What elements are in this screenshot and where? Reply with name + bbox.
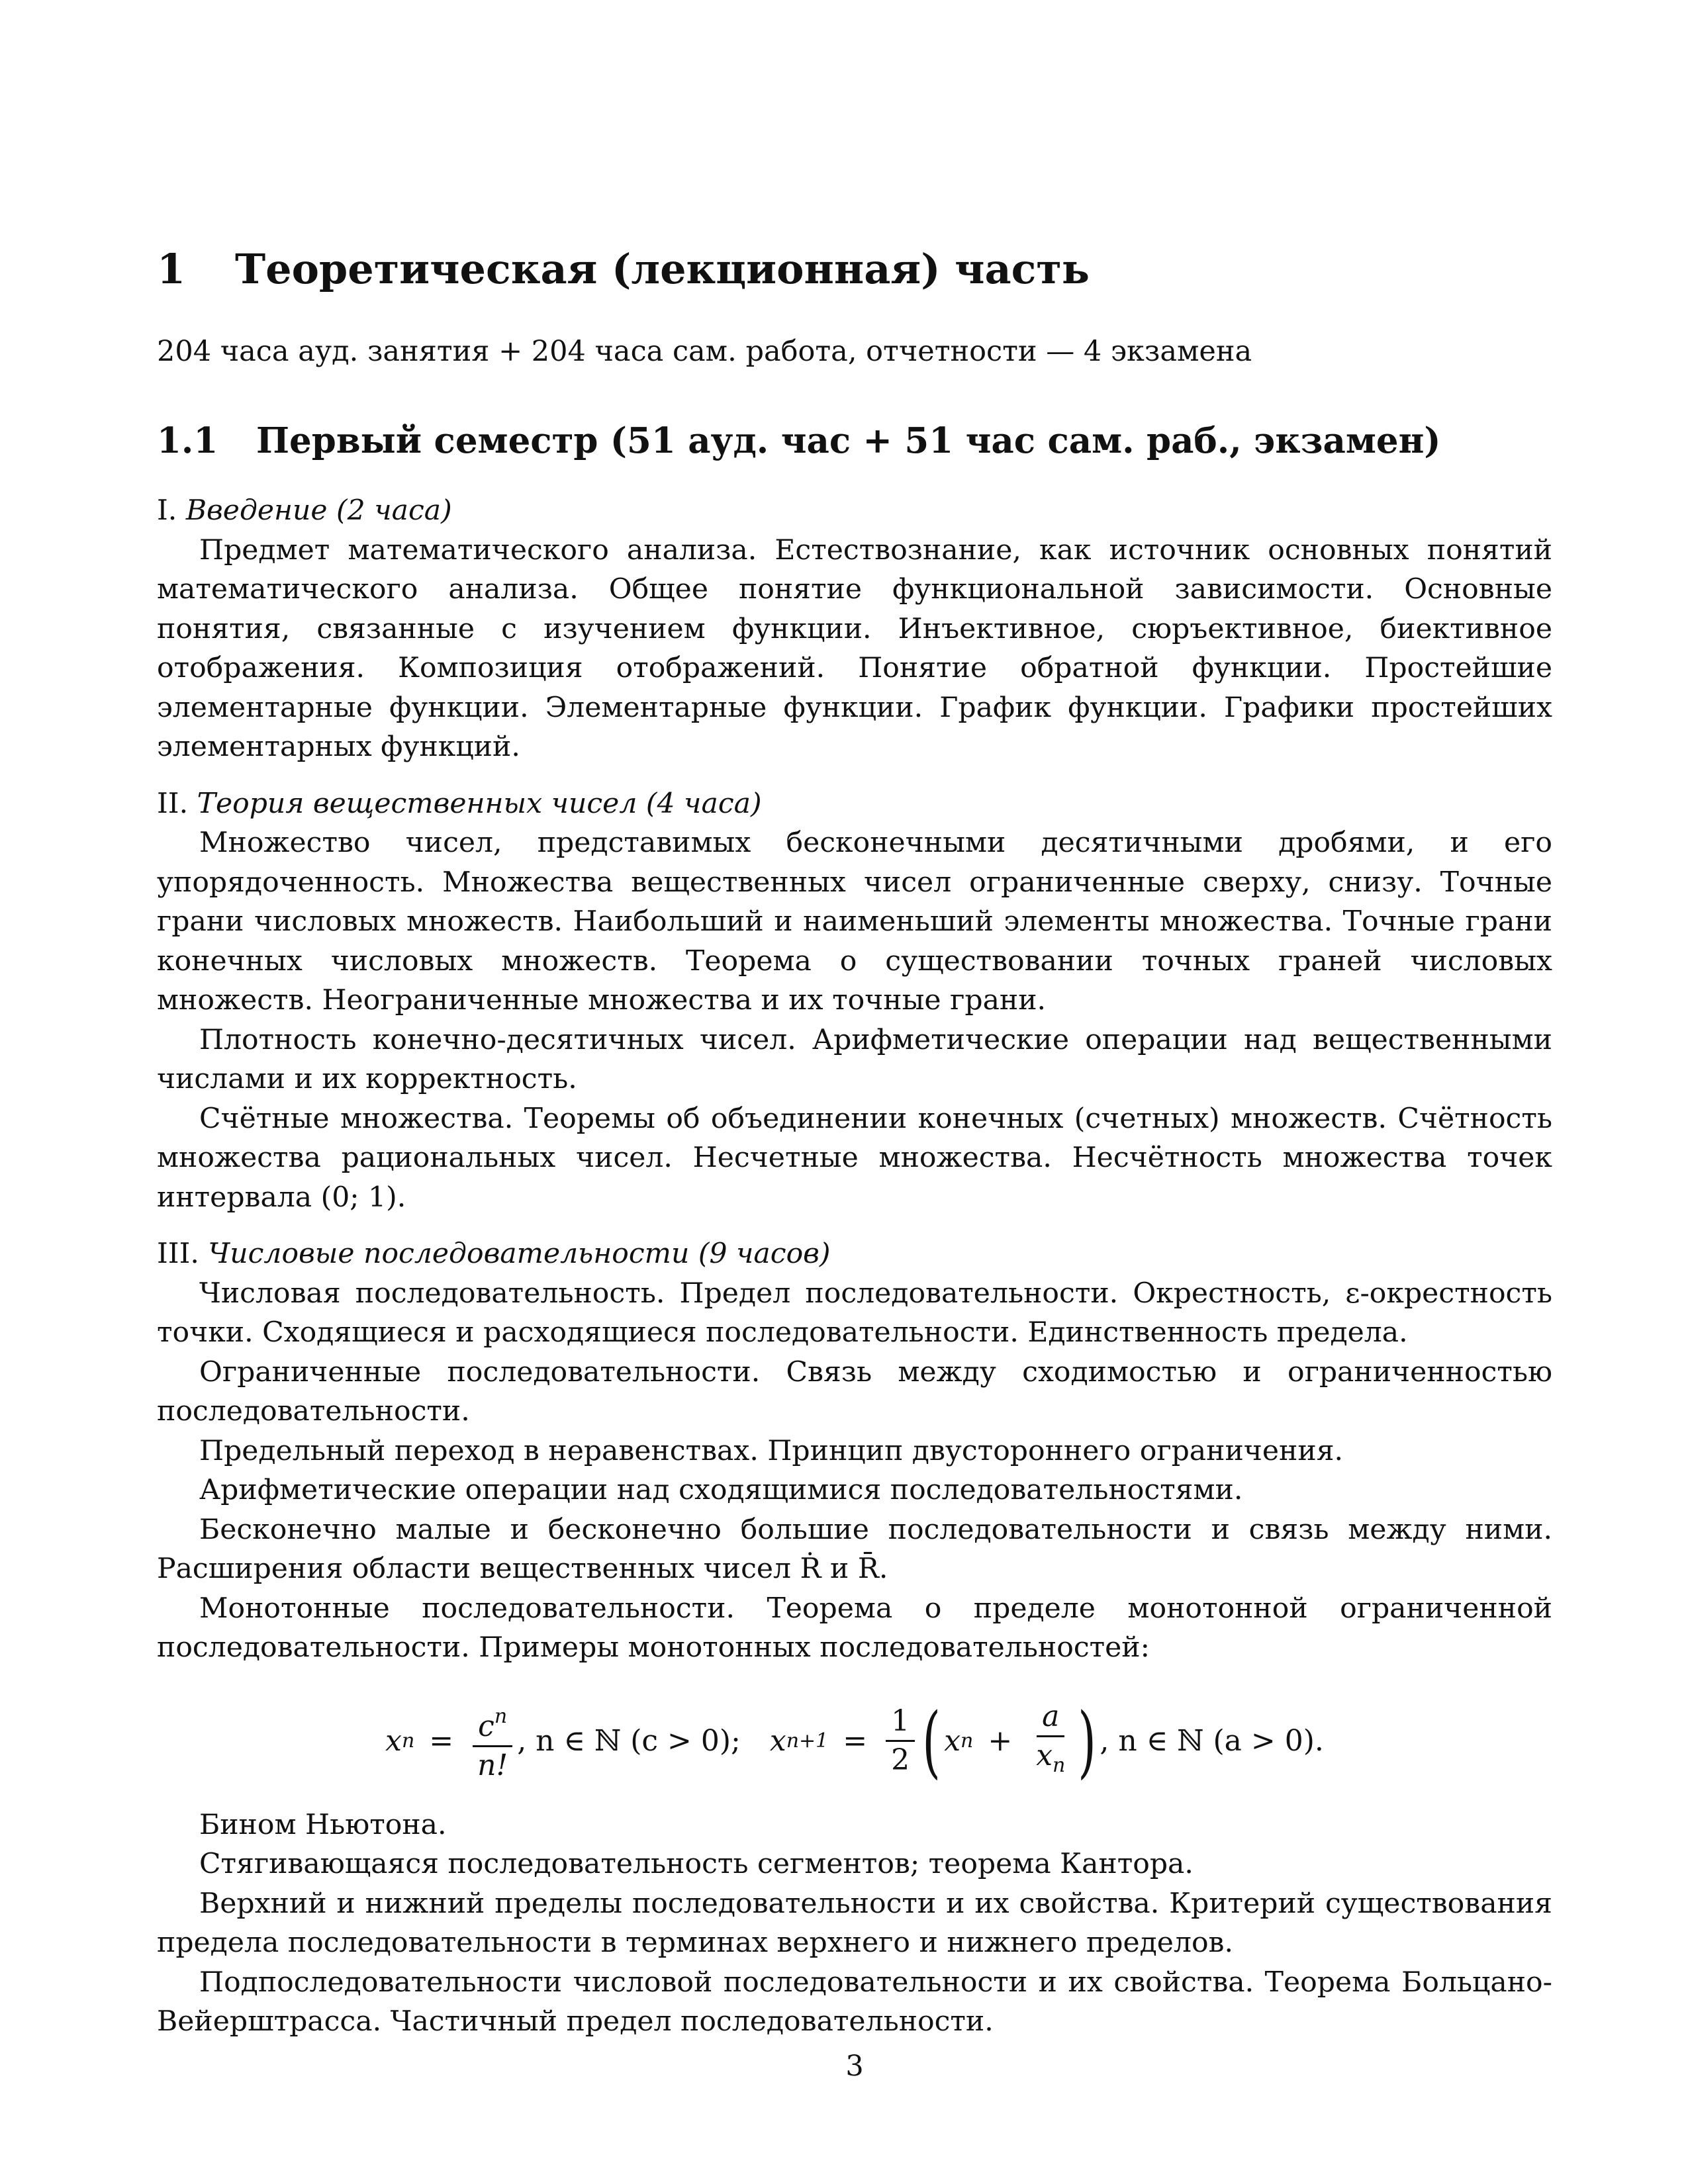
formula-subscript: n (961, 1729, 974, 1752)
topic-heading-1 (157, 491, 1552, 531)
paragraph: Предмет математического анализа. Естествознание, как источник основных понятий математического анализа. Общее понятие функциональной зависимости. Основные понятия, связанные с изучением функции. Инъективное, сюръективное, биективное отображения. Композиция отображений. Понятие обратной функции. Простейшие элементарные функции. Элементарные функции. График функции. Графики простейших элементарных функций. (157, 533, 1552, 763)
page-number: 3 (845, 2050, 864, 2083)
hours-summary: 204 часа ауд. занятия + 204 часа сам. работа, отчетности — 4 экзамена (157, 335, 1252, 368)
topic-title: Введение (2 часа) (185, 494, 452, 527)
paragraph: Подпоследовательности числовой последовательности и их свойства. Теорема Больцано-Вейерштрасса. Частичный предел последовательности. (157, 1966, 1552, 2038)
fraction-denominator: 2 (891, 1743, 910, 1777)
paragraph: Стягивающаяся последовательность сегментов; теорема Кантора. (199, 1848, 1194, 1880)
paragraph: Ограниченные последовательности. Связь между сходимостью и ограниченностью последовательности. (157, 1355, 1552, 1428)
topic-title: Числовые последовательности (9 часов) (208, 1238, 831, 1270)
formula-x: x (1036, 1738, 1053, 1772)
left-paren: ( (922, 1695, 941, 1787)
topic-heading-3 (157, 1234, 1552, 1274)
paragraph: Бином Ньютона. (199, 1808, 447, 1841)
paragraph: Предельный переход в неравенствах. Принцип двустороннего ограничения. (199, 1434, 1344, 1467)
fraction-one-half (886, 1704, 915, 1778)
chapter-number: 1 (157, 245, 186, 293)
formula-subscript: n (1053, 1753, 1066, 1777)
section-body (157, 491, 1552, 2042)
paragraph: Бесконечно малые и бесконечно большие последовательности и связь между ними. Расширения области вещественных чисел Ṙ и R̄. (157, 1513, 1552, 1585)
fraction-numerator (473, 1700, 512, 1747)
fraction-c-n-over-n-factorial (472, 1700, 513, 1783)
sequence-examples-formula (157, 1692, 1552, 1791)
formula-plus: + (988, 1723, 1013, 1758)
section-number: 1.1 (157, 420, 218, 461)
formula-x: x (769, 1723, 786, 1758)
section-title: Первый семестр (51 ауд. час + 51 час сам. раб., экзамен) (256, 420, 1441, 461)
fraction-numerator (1037, 1700, 1064, 1737)
formula-x: x (944, 1723, 961, 1758)
topic-roman: I. (157, 494, 177, 527)
formula-a: a (1042, 1699, 1060, 1733)
paragraph: Множество чисел, представимых бесконечными десятичными дробями, и его упорядоченность. Множества вещественных чисел ограниченные сверху, снизу. Точные грани числовых множеств. Наибольший и наименьший элементы множества. Точные грани конечных числовых множеств. Теорема о существовании точных граней числовых множеств. Неограниченные множества и их точные грани. (157, 827, 1552, 1017)
topic-title: Теория вещественных чисел (4 часа) (197, 787, 762, 820)
fraction-denominator (1031, 1737, 1070, 1783)
formula-subscript: n (401, 1729, 415, 1752)
topic-heading-2 (157, 784, 1552, 824)
formula-condition-1: , n ∈ ℕ (c > 0); (517, 1723, 741, 1758)
topic-roman: II. (157, 787, 189, 820)
formula-equals: = (429, 1723, 454, 1758)
chapter-heading (157, 245, 1090, 293)
paragraph: Плотность конечно-десятичных чисел. Арифметические операции над вещественными числами и их корректность. (157, 1023, 1552, 1095)
fraction-a-over-xn (1031, 1700, 1070, 1783)
fraction-denominator (472, 1747, 513, 1783)
chapter-title: Теоретическая (лекционная) часть (235, 245, 1090, 293)
paragraph: Монотонные последовательности. Теорема о пределе монотонной ограниченной последовательности. Примеры монотонных последовательностей: (157, 1592, 1552, 1664)
paragraph: Числовая последовательность. Предел последовательности. Окрестность, ε-окрестность точки. Сходящиеся и расходящиеся последовательности. Единственность предела. (157, 1277, 1552, 1349)
paragraph: Счётные множества. Теоремы об объединении конечных (счетных) множеств. Счётность множества рациональных чисел. Несчетные множества. Несчётность множества точек интервала (0; 1). (157, 1102, 1552, 1214)
formula-x: x (385, 1723, 402, 1758)
formula-n-factorial: n! (477, 1748, 508, 1782)
paragraph: Верхний и нижний пределы последовательности и их свойства. Критерий существования предела последовательности в терминах верхнего и нижнего пределов. (157, 1887, 1552, 1959)
fraction-numerator: 1 (886, 1704, 915, 1742)
right-paren: ) (1078, 1695, 1097, 1787)
formula-subscript: n+1 (786, 1729, 829, 1752)
topic-roman: III. (157, 1238, 199, 1270)
formula-c: c (478, 1709, 494, 1743)
formula-condition-2: , n ∈ ℕ (a > 0). (1100, 1723, 1324, 1758)
paragraph: Арифметические операции над сходящимися последовательностями. (199, 1474, 1243, 1506)
formula-superscript: n (494, 1704, 508, 1728)
section-heading (157, 420, 1440, 461)
formula-equals: = (843, 1723, 868, 1758)
